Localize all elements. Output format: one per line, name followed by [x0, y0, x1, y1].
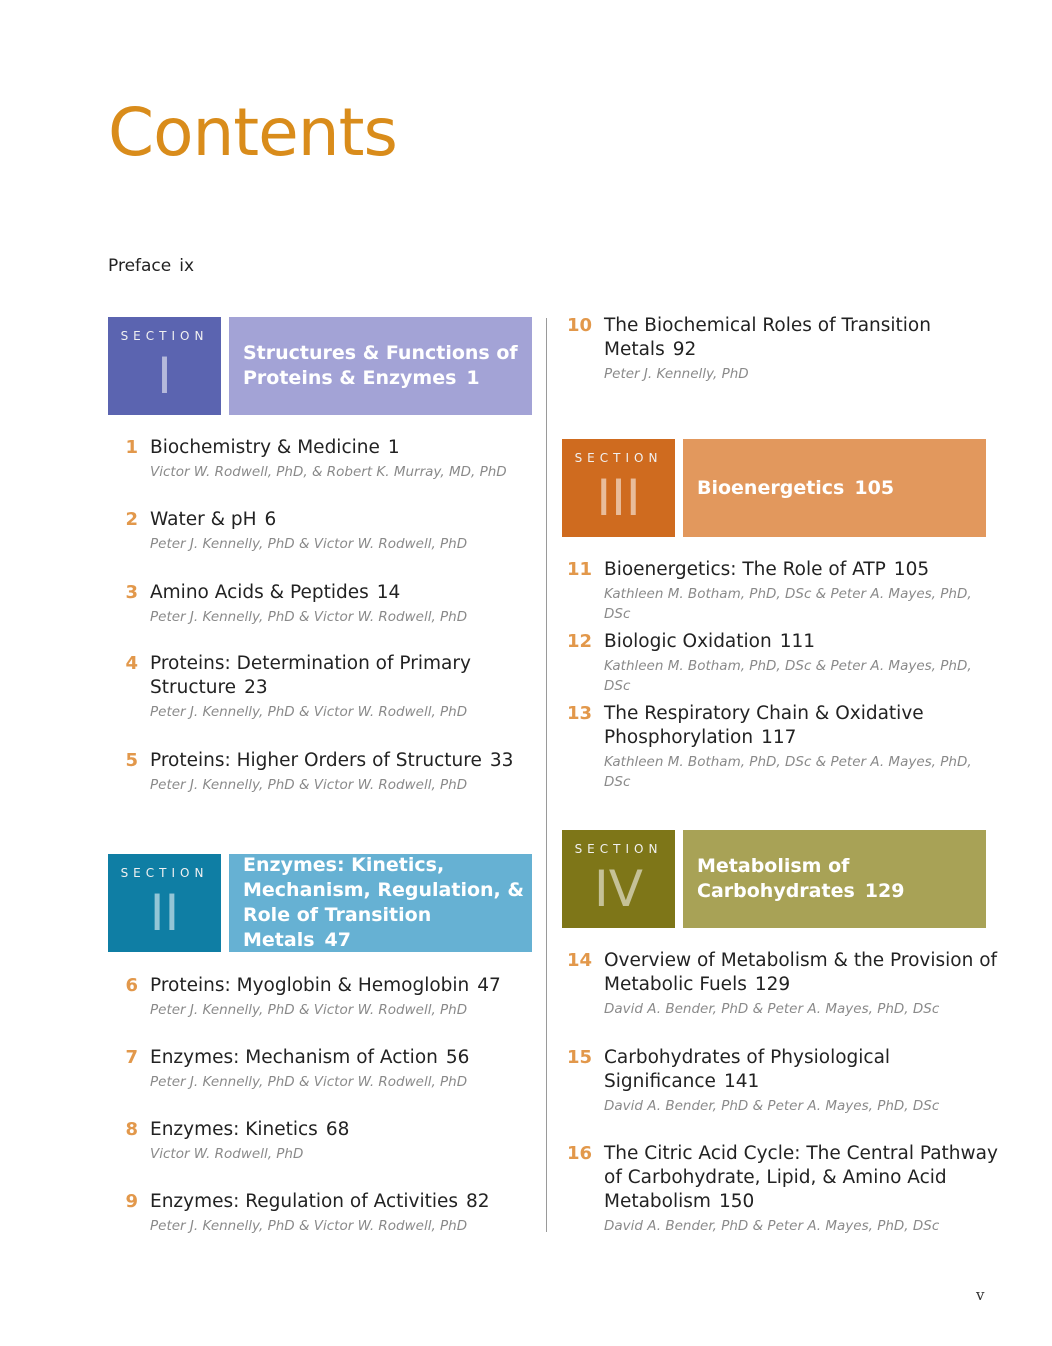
section-number-box [562, 830, 675, 928]
page-title: Contents [108, 94, 397, 171]
chapter-entry-2[interactable] [108, 508, 548, 554]
chapter-authors: Victor W. Rodwell, PhD, & Robert K. Murray, MD, PhD [150, 464, 507, 480]
section-title-line: Bioenergetics 105 [697, 476, 895, 499]
section-title-line: Carbohydrates 129 [697, 880, 905, 902]
chapter-number: 4 [125, 653, 138, 674]
section-word: SECTION [574, 842, 663, 856]
section-word: SECTION [120, 329, 209, 343]
chapter-title: Overview of Metabolism & the Provision of Metabolic Fuels 129 [604, 950, 998, 995]
chapter-title: Proteins: Higher Orders of Structure 33 [150, 750, 514, 771]
chapter-number: 2 [125, 509, 138, 530]
chapter-page: 105 [893, 559, 930, 580]
section-title-line: Proteins & Enzymes 1 [243, 367, 480, 389]
chapter-authors: Peter J. Kennelly, PhD & Victor W. Rodwell, PhD [150, 536, 468, 552]
section-title-line: Mechanism, Regulation, & [243, 879, 524, 901]
section-number-box [108, 854, 221, 952]
section-title-line: Enzymes: Kinetics, [243, 854, 445, 876]
preface-label: Preface [108, 256, 172, 276]
section-title [243, 341, 518, 391]
chapter-entry-15[interactable] [562, 1046, 1002, 1116]
chapter-number: 5 [125, 750, 138, 771]
chapter-authors: Peter J. Kennelly, PhD & Victor W. Rodwell, PhD [150, 1074, 468, 1090]
chapter-authors: Kathleen M. Botham, PhD, DSc & Peter A. Mayes, PhD, DSc [604, 586, 972, 622]
chapter-entry-14[interactable] [562, 949, 1002, 1019]
chapter-page: 129 [754, 974, 791, 995]
section-numeral: II [149, 884, 180, 942]
chapter-entry-12[interactable] [562, 630, 1002, 696]
chapter-number: 13 [566, 703, 592, 724]
chapter-page: 33 [489, 750, 514, 771]
preface-page: ix [179, 256, 195, 276]
section-number-box [108, 317, 221, 415]
chapter-title: Bioenergetics: The Role of ATP 105 [604, 559, 930, 580]
section-page: 1 [466, 367, 480, 389]
chapter-number: 6 [125, 975, 138, 996]
chapter-page: 92 [672, 339, 697, 360]
chapter-number: 1 [125, 437, 138, 458]
chapter-number: 10 [566, 315, 592, 336]
chapter-number: 3 [125, 582, 138, 603]
chapter-number: 15 [566, 1047, 592, 1068]
chapter-entry-9[interactable] [108, 1190, 548, 1236]
section-numeral: III [596, 469, 641, 527]
section-numeral: I [157, 347, 172, 405]
chapter-page: 56 [445, 1047, 470, 1068]
section-title [243, 853, 524, 953]
chapter-page: 6 [264, 509, 277, 530]
chapter-title: The Respiratory Chain & Oxidative Phosphorylation 117 [604, 703, 924, 748]
chapter-authors: Victor W. Rodwell, PhD [150, 1146, 304, 1162]
chapter-page: 1 [387, 437, 400, 458]
chapter-authors: Kathleen M. Botham, PhD, DSc & Peter A. Mayes, PhD, DSc [604, 754, 972, 790]
chapter-authors: Peter J. Kennelly, PhD & Victor W. Rodwell, PhD [150, 609, 468, 625]
chapter-title: Water & pH 6 [150, 509, 277, 530]
chapter-number: 7 [125, 1047, 138, 1068]
chapter-entry-4[interactable] [108, 652, 548, 722]
chapter-title: Enzymes: Kinetics 68 [150, 1119, 350, 1140]
chapter-authors: Peter J. Kennelly, PhD & Victor W. Rodwell, PhD [150, 1218, 468, 1234]
chapter-entry-3[interactable] [108, 581, 548, 627]
chapter-title: Biochemistry & Medicine 1 [150, 437, 400, 458]
chapter-page: 117 [761, 727, 797, 748]
chapter-entry-6[interactable] [108, 974, 548, 1020]
chapter-title: Carbohydrates of Physiological Significance 141 [604, 1047, 891, 1092]
chapter-title: Enzymes: Mechanism of Action 56 [150, 1047, 470, 1068]
chapter-authors: Peter J. Kennelly, PhD & Victor W. Rodwell, PhD [150, 704, 468, 720]
section-word: SECTION [120, 866, 209, 880]
chapter-page: 14 [376, 582, 401, 603]
chapter-page: 111 [779, 631, 816, 652]
chapter-title: Biologic Oxidation 111 [604, 631, 816, 652]
chapter-number: 14 [566, 950, 592, 971]
section-header-3[interactable] [562, 439, 986, 537]
section-page: 47 [324, 929, 351, 951]
chapter-entry-13[interactable] [562, 702, 1002, 792]
chapter-entry-7[interactable] [108, 1046, 548, 1092]
section-title-line: Structures & Functions of [243, 342, 518, 364]
chapter-entry-8[interactable] [108, 1118, 548, 1164]
chapter-page: 47 [477, 975, 501, 996]
section-title-box [229, 317, 532, 415]
section-numeral: IV [594, 860, 643, 918]
chapter-number: 9 [125, 1191, 138, 1212]
section-title-box [683, 439, 986, 537]
chapter-authors: Peter J. Kennelly, PhD [604, 366, 749, 382]
chapter-title: Proteins: Determination of Primary Structure 23 [150, 653, 471, 698]
chapter-authors: Peter J. Kennelly, PhD & Victor W. Rodwell, PhD [150, 777, 468, 793]
chapter-authors: Kathleen M. Botham, PhD, DSc & Peter A. Mayes, PhD, DSc [604, 658, 972, 694]
chapter-page: 150 [718, 1191, 755, 1212]
section-title-box [683, 830, 986, 928]
chapter-authors: David A. Bender, PhD & Peter A. Mayes, PhD, DSc [604, 1218, 940, 1234]
chapter-number: 8 [125, 1119, 138, 1140]
chapter-title: The Citric Acid Cycle: The Central Pathway of Carbohydrate, Lipid, & Amino Acid Metabolism 150 [604, 1143, 998, 1212]
chapter-authors: Peter J. Kennelly, PhD & Victor W. Rodwell, PhD [150, 1002, 468, 1018]
chapter-number: 11 [566, 559, 592, 580]
section-number-box [562, 439, 675, 537]
chapter-page: 82 [466, 1191, 490, 1212]
chapter-entry-11[interactable] [562, 558, 1002, 624]
chapter-title: The Biochemical Roles of Transition Metals 92 [604, 315, 931, 360]
section-title-line: Metabolism of [697, 855, 850, 877]
chapter-page: 141 [723, 1071, 760, 1092]
section-header-4[interactable] [562, 830, 986, 928]
section-title-box [229, 854, 532, 952]
section-page: 129 [864, 880, 905, 902]
chapter-title: Amino Acids & Peptides 14 [150, 582, 401, 603]
chapter-page: 23 [244, 677, 268, 698]
section-title [697, 476, 894, 501]
chapter-page: 68 [325, 1119, 350, 1140]
chapter-entry-16[interactable] [562, 1142, 1002, 1236]
section-header-2[interactable] [108, 854, 532, 952]
chapter-number: 16 [566, 1143, 592, 1164]
chapter-title: Proteins: Myoglobin & Hemoglobin 47 [150, 975, 501, 996]
chapter-number: 12 [566, 631, 592, 652]
chapter-entry-10[interactable] [562, 314, 1002, 384]
chapter-entry-5[interactable] [108, 749, 548, 795]
page-number: v [976, 1286, 985, 1304]
chapter-title: Enzymes: Regulation of Activities 82 [150, 1191, 490, 1212]
section-title-line: Role of Transition Metals 47 [243, 904, 432, 951]
chapter-authors: David A. Bender, PhD & Peter A. Mayes, PhD, DSc [604, 1098, 940, 1114]
section-page: 105 [854, 476, 895, 499]
section-title [697, 854, 904, 904]
chapter-authors: David A. Bender, PhD & Peter A. Mayes, PhD, DSc [604, 1001, 940, 1017]
section-word: SECTION [574, 451, 663, 465]
preface-entry[interactable] [108, 256, 194, 276]
section-header-1[interactable] [108, 317, 532, 415]
chapter-entry-1[interactable] [108, 436, 548, 482]
